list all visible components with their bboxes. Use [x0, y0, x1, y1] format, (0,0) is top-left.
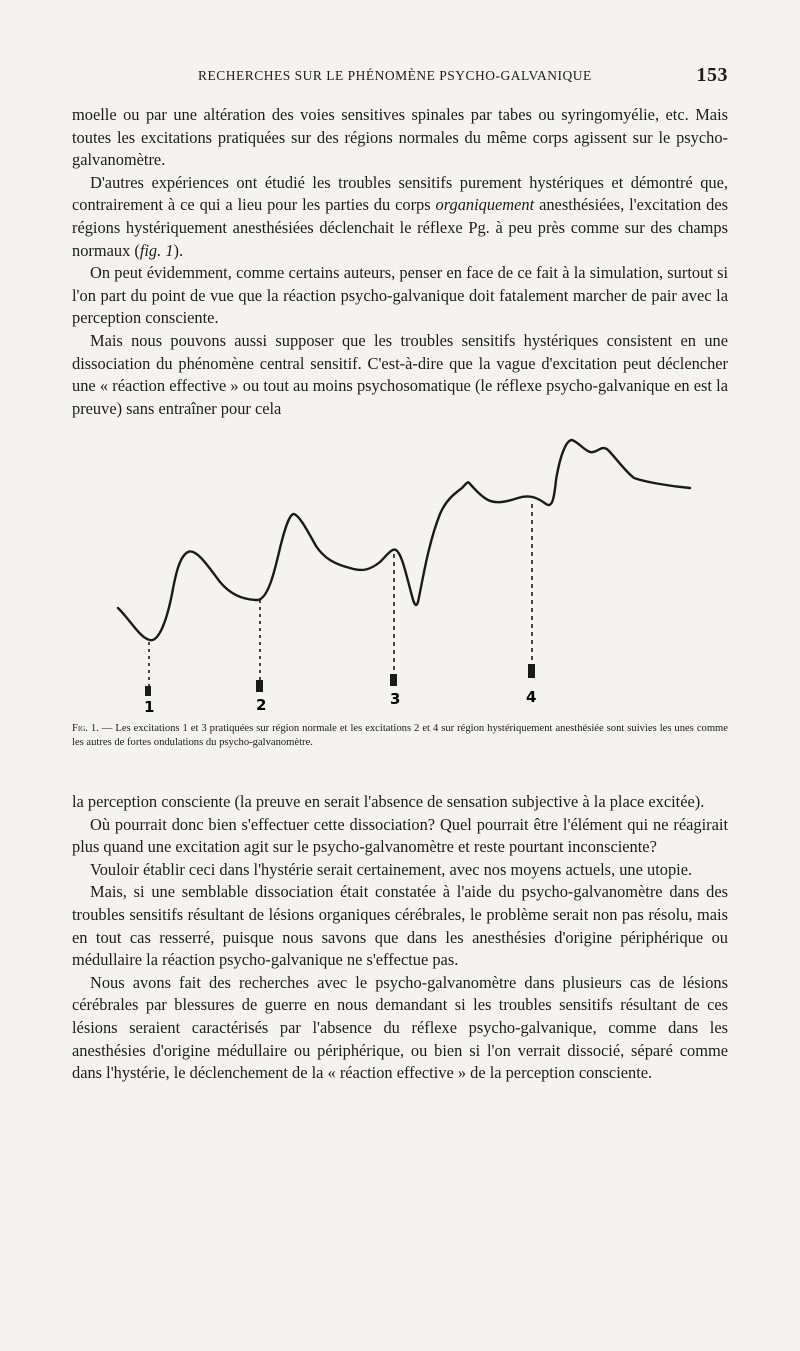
marker-label-3: 3	[390, 690, 401, 708]
figure-reference: fig. 1	[139, 240, 174, 260]
paragraph-text: ).	[173, 240, 184, 260]
figure-1	[72, 424, 728, 714]
paragraph: Où pourrait donc bien s'effectuer cette dissociation? Quel pourrait être l'élément qui ne réagirait plus quand une excitation agit sur le psycho-galvanomètre et reste pourtant inconsciente?	[72, 814, 728, 857]
figure-caption	[72, 722, 728, 750]
excitation-mark-2	[256, 680, 263, 692]
paragraph: Mais nous pouvons aussi supposer que les troubles sensitifs hystériques consistent en une dissociation du phénomène central sensitif. C'est-à-dire que la vague d'excitation peut déclencher une « réaction effective » ou tout au moins psychosomatique (le réflexe psycho-galvanique en est la preuve) sans entraîner pour cela	[72, 330, 728, 418]
marker-label-1: 1	[144, 698, 155, 714]
page-number: 153	[696, 64, 728, 86]
running-title: RECHERCHES SUR LE PHÉNOMÈNE PSYCHO-GALVANIQUE	[198, 68, 592, 83]
caption-text: — Les excitations 1 et 3 pratiquées sur région normale et les excitations 2 et 4 sur région hystériquement anesthésiée sont suivies les unes comme les autres de fortes ondulations du psycho-galvanomètre.	[72, 723, 729, 749]
excitation-mark-3	[390, 674, 397, 686]
galvanometer-trace-figure	[72, 424, 728, 714]
galvanometer-trace	[118, 440, 690, 640]
paragraph: On peut évidemment, comme certains auteurs, penser en face de ce fait à la simulation, surtout si l'on part du point de vue que la réaction psycho-galvanique doit fatalement marcher de pair avec la perception consciente.	[72, 263, 728, 328]
excitation-mark-4	[528, 664, 535, 678]
paragraph: Mais, si une semblable dissociation était constatée à l'aide du psycho-galvanomètre dans des troubles sensitifs résultant de lésions organiques cérébrales, le problème serait non pas résolu, mais en tout cas resserré, puisque nous savons que dans les anesthésies d'origine périphérique ou médullaire la réaction psycho-galvanique ne s'effectue pas.	[72, 882, 728, 970]
marker-label-4: 4	[526, 688, 537, 706]
marker-label-2: 2	[256, 696, 267, 714]
paragraph: moelle ou par une altération des voies sensitives spinales par tabes ou syringomyélie, etc. Mais toutes les excitations pratiquées sur des régions normales du même corps agissent sur le psycho-galvanomètre.	[72, 105, 728, 170]
body-text-top	[72, 104, 728, 420]
paragraph-text: anesthésiées, l'excitation des régions hystériquement anesthésiées déclenchait le réflexe Pg. à peu près comme sur des champs normaux (	[72, 195, 729, 260]
excitation-mark-1	[145, 686, 151, 696]
caption-label: Fig. 1.	[72, 723, 99, 734]
paragraph: Nous avons fait des recherches avec le psycho-galvanomètre dans plusieurs cas de lésions cérébrales par blessures de guerre en nous demandant si les troubles sensitifs résultant de ces lésions seraient caractérisés par l'absence du réflexe psycho-galvanique, comme dans les anesthésies d'origine médullaire ou périphérique, ou bien si l'on verrait dissocié, séparé comme dans l'hystérie, le déclenchement de la « réaction effective » de la perception consciente.	[72, 972, 728, 1083]
paragraph	[72, 172, 728, 262]
paragraph: la perception consciente (la preuve en serait l'absence de sensation subjective à la place excitée).	[72, 792, 705, 811]
page-header	[72, 64, 728, 88]
paragraph: Vouloir établir ceci dans l'hystérie serait certainement, avec nos moyens actuels, une utopie.	[90, 859, 693, 879]
body-text-bottom	[72, 791, 728, 1085]
emphasis: organiquement	[435, 195, 535, 215]
paragraph-text: D'autres expériences ont étudié les troubles sensitifs purement hystériques et démontré que, contrairement à ce qui a lieu pour les parties du corps	[72, 172, 728, 215]
